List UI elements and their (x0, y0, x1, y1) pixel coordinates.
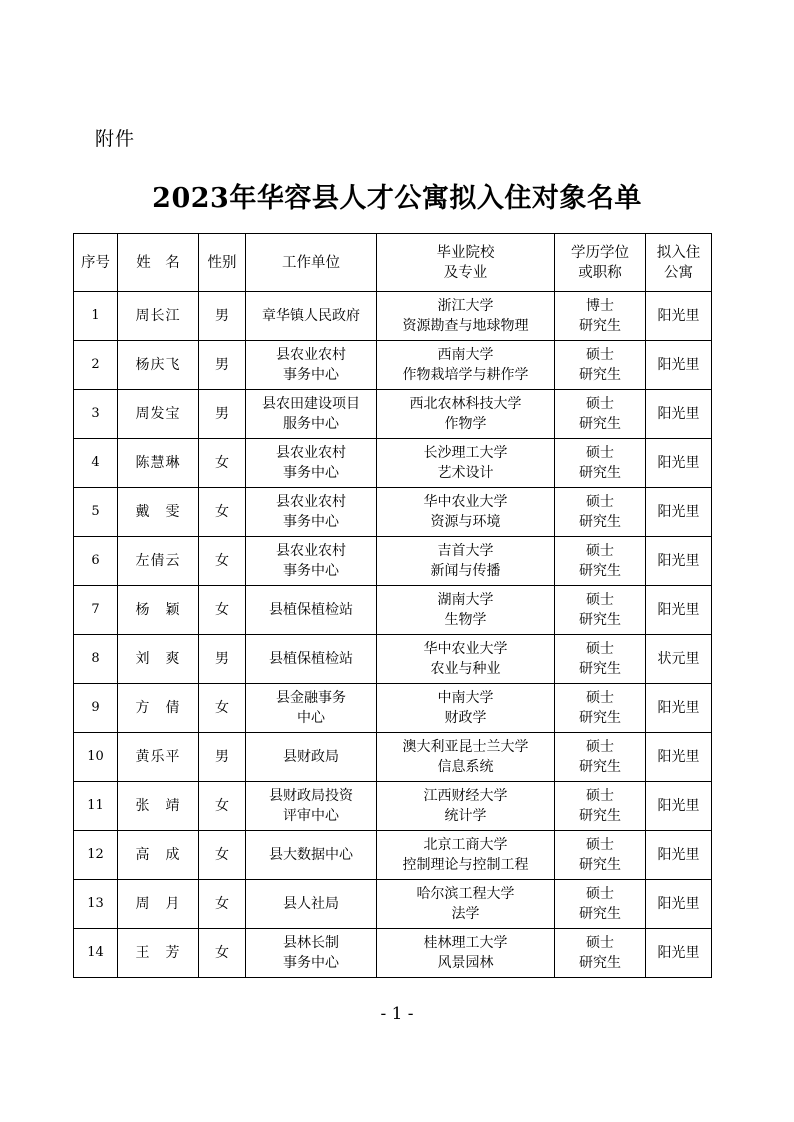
header-apartment-line1: 拟入住 (656, 244, 701, 261)
row-school (377, 831, 555, 880)
row-degree-line2: 研究生 (579, 857, 621, 873)
row-degree (555, 880, 646, 929)
row-name: 杨庆飞 (118, 341, 199, 390)
table-row (74, 782, 712, 831)
row-work-unit-line1: 县林长制 (283, 935, 339, 951)
row-name: 左倩云 (118, 537, 199, 586)
row-work-unit-line2: 评审中心 (283, 808, 339, 824)
row-work-unit-line2: 事务中心 (283, 563, 339, 579)
row-school (377, 341, 555, 390)
row-work-unit (246, 488, 377, 537)
table-row (74, 341, 712, 390)
row-major: 法学 (451, 906, 480, 922)
row-gender: 女 (199, 488, 246, 537)
header-school-line1: 毕业院校 (436, 244, 495, 261)
row-school (377, 390, 555, 439)
row-index: 2 (74, 341, 118, 390)
row-work-unit (246, 439, 377, 488)
table-row (74, 635, 712, 684)
row-degree (555, 390, 646, 439)
row-index: 12 (74, 831, 118, 880)
row-gender: 男 (199, 733, 246, 782)
row-school-name: 桂林理工大学 (423, 935, 508, 951)
table-row (74, 439, 712, 488)
row-index: 8 (74, 635, 118, 684)
table-row (74, 831, 712, 880)
row-work-unit (246, 586, 377, 635)
table-row (74, 292, 712, 341)
row-degree-line2: 研究生 (579, 465, 621, 481)
row-apartment: 阳光里 (646, 341, 712, 390)
row-major: 统计学 (444, 808, 487, 824)
row-school (377, 782, 555, 831)
row-school-name: 长沙理工大学 (423, 445, 508, 461)
row-work-unit-line1: 县农田建设项目 (262, 396, 360, 412)
row-work-unit (246, 390, 377, 439)
row-degree-line1: 硕士 (586, 347, 614, 363)
row-apartment: 阳光里 (646, 831, 712, 880)
roster-table (73, 233, 712, 978)
row-name: 张 靖 (118, 782, 199, 831)
row-school (377, 439, 555, 488)
row-name: 刘 爽 (118, 635, 199, 684)
row-degree-line2: 研究生 (579, 759, 621, 775)
row-degree (555, 341, 646, 390)
row-index: 3 (74, 390, 118, 439)
row-apartment: 阳光里 (646, 537, 712, 586)
row-degree-line1: 硕士 (586, 886, 614, 902)
row-school-name: 西南大学 (437, 347, 494, 363)
row-degree (555, 488, 646, 537)
row-apartment: 阳光里 (646, 439, 712, 488)
row-apartment: 阳光里 (646, 390, 712, 439)
row-work-unit-line2: 事务中心 (283, 465, 339, 481)
row-name: 高 成 (118, 831, 199, 880)
table-row (74, 880, 712, 929)
row-major: 生物学 (444, 612, 487, 628)
row-degree-line1: 博士 (586, 298, 614, 314)
row-work-unit (246, 831, 377, 880)
row-degree (555, 929, 646, 978)
row-gender: 男 (199, 390, 246, 439)
row-gender: 女 (199, 782, 246, 831)
row-school (377, 880, 555, 929)
row-work-unit (246, 782, 377, 831)
row-name: 戴 雯 (118, 488, 199, 537)
row-index: 4 (74, 439, 118, 488)
row-school (377, 733, 555, 782)
row-degree-line2: 研究生 (579, 808, 621, 824)
row-apartment: 阳光里 (646, 929, 712, 978)
row-degree-line1: 硕士 (586, 837, 614, 853)
row-gender: 男 (199, 292, 246, 341)
row-school (377, 635, 555, 684)
row-index: 7 (74, 586, 118, 635)
row-degree-line2: 研究生 (579, 416, 621, 432)
table-row (74, 488, 712, 537)
row-work-unit-line2: 事务中心 (283, 514, 339, 530)
row-name: 周长江 (118, 292, 199, 341)
row-work-unit-line1: 县植保植检站 (269, 602, 353, 618)
table-row (74, 684, 712, 733)
row-major: 风景园林 (437, 955, 494, 971)
row-major: 控制理论与控制工程 (402, 857, 529, 873)
header-index: 序号 (74, 234, 118, 292)
table-header-row (74, 234, 712, 292)
row-degree-line2: 研究生 (579, 710, 621, 726)
row-degree-line2: 研究生 (579, 367, 621, 383)
header-degree-line1: 学历学位 (571, 244, 629, 261)
table-row (74, 537, 712, 586)
table-body (74, 292, 712, 978)
row-degree-line1: 硕士 (586, 494, 614, 510)
row-work-unit-line1: 县大数据中心 (269, 847, 353, 863)
row-work-unit-line1: 县农业农村 (276, 543, 346, 559)
row-school (377, 537, 555, 586)
row-name: 黄乐平 (118, 733, 199, 782)
row-degree-line1: 硕士 (586, 641, 614, 657)
row-work-unit (246, 684, 377, 733)
row-school-name: 北京工商大学 (423, 837, 508, 853)
row-degree-line1: 硕士 (586, 935, 614, 951)
row-school-name: 湖南大学 (437, 592, 494, 608)
row-school-name: 西北农林科技大学 (409, 396, 522, 412)
attachment-label: 附件 (95, 128, 136, 150)
row-major: 农业与种业 (430, 661, 501, 677)
row-school-name: 澳大利亚昆士兰大学 (402, 739, 529, 755)
row-gender: 女 (199, 880, 246, 929)
row-school-name: 华中农业大学 (423, 641, 508, 657)
row-name: 王 芳 (118, 929, 199, 978)
row-degree-line2: 研究生 (579, 318, 621, 334)
row-major: 信息系统 (437, 759, 494, 775)
row-apartment: 阳光里 (646, 586, 712, 635)
row-index: 13 (74, 880, 118, 929)
row-apartment: 状元里 (646, 635, 712, 684)
row-index: 9 (74, 684, 118, 733)
row-major: 资源与环境 (430, 514, 501, 530)
row-degree-line1: 硕士 (586, 445, 614, 461)
row-school-name: 吉首大学 (437, 543, 494, 559)
row-degree-line1: 硕士 (586, 788, 614, 804)
row-index: 6 (74, 537, 118, 586)
row-degree (555, 684, 646, 733)
row-work-unit-line1: 县农业农村 (276, 445, 346, 461)
row-work-unit-line1: 县财政局投资 (269, 788, 353, 804)
row-school (377, 488, 555, 537)
row-degree-line2: 研究生 (579, 906, 621, 922)
row-degree (555, 831, 646, 880)
row-school (377, 586, 555, 635)
header-gender: 性别 (199, 234, 246, 292)
row-name: 杨 颖 (118, 586, 199, 635)
row-degree-line2: 研究生 (579, 563, 621, 579)
row-work-unit (246, 537, 377, 586)
row-school-name: 江西财经大学 (423, 788, 508, 804)
row-degree (555, 439, 646, 488)
row-name: 方 倩 (118, 684, 199, 733)
row-name: 周 月 (118, 880, 199, 929)
row-name: 周发宝 (118, 390, 199, 439)
row-index: 14 (74, 929, 118, 978)
row-school-name: 中南大学 (437, 690, 494, 706)
row-work-unit (246, 635, 377, 684)
row-work-unit (246, 880, 377, 929)
row-gender: 女 (199, 684, 246, 733)
row-degree-line1: 硕士 (586, 739, 614, 755)
row-degree-line2: 研究生 (579, 612, 621, 628)
row-apartment: 阳光里 (646, 782, 712, 831)
row-gender: 女 (199, 831, 246, 880)
row-work-unit (246, 733, 377, 782)
row-apartment: 阳光里 (646, 684, 712, 733)
row-degree-line1: 硕士 (586, 690, 614, 706)
header-school (377, 234, 555, 292)
row-apartment: 阳光里 (646, 733, 712, 782)
row-school (377, 292, 555, 341)
table-row (74, 586, 712, 635)
row-school-name: 哈尔滨工程大学 (416, 886, 515, 902)
row-work-unit (246, 929, 377, 978)
header-degree (555, 234, 646, 292)
row-work-unit-line1: 县财政局 (283, 749, 339, 765)
header-degree-line2: 或职称 (578, 264, 622, 281)
row-degree (555, 782, 646, 831)
row-major: 新闻与传播 (430, 563, 501, 579)
row-work-unit-line1: 章华镇人民政府 (262, 308, 360, 324)
row-gender: 女 (199, 586, 246, 635)
table-row (74, 929, 712, 978)
header-school-line2: 及专业 (443, 264, 488, 281)
row-apartment: 阳光里 (646, 292, 712, 341)
row-degree (555, 586, 646, 635)
row-work-unit-line1: 县农业农村 (276, 494, 346, 510)
row-work-unit-line1: 县植保植检站 (269, 651, 353, 667)
row-major: 艺术设计 (437, 465, 494, 481)
row-degree-line1: 硕士 (586, 543, 614, 559)
table-row (74, 390, 712, 439)
row-apartment: 阳光里 (646, 488, 712, 537)
header-work-unit: 工作单位 (246, 234, 377, 292)
row-gender: 男 (199, 341, 246, 390)
row-work-unit (246, 341, 377, 390)
row-work-unit-line2: 服务中心 (283, 416, 339, 432)
header-name: 姓 名 (118, 234, 199, 292)
row-degree (555, 635, 646, 684)
row-index: 1 (74, 292, 118, 341)
row-degree-line2: 研究生 (579, 661, 621, 677)
header-apartment (646, 234, 712, 292)
row-gender: 女 (199, 537, 246, 586)
row-school-name: 浙江大学 (437, 298, 494, 314)
document-title: 2023年华容县人才公寓拟入住对象名单 (152, 183, 642, 214)
row-degree (555, 537, 646, 586)
row-apartment: 阳光里 (646, 880, 712, 929)
row-major: 资源勘查与地球物理 (402, 318, 529, 334)
row-degree-line2: 研究生 (579, 955, 621, 971)
row-gender: 男 (199, 635, 246, 684)
header-apartment-line2: 公寓 (664, 264, 693, 281)
row-work-unit-line1: 县金融事务 (276, 690, 346, 706)
row-school (377, 929, 555, 978)
row-degree (555, 733, 646, 782)
row-major: 作物学 (444, 416, 487, 432)
row-school (377, 684, 555, 733)
row-index: 10 (74, 733, 118, 782)
table-row (74, 733, 712, 782)
row-name: 陈慧琳 (118, 439, 199, 488)
row-index: 5 (74, 488, 118, 537)
row-degree (555, 292, 646, 341)
row-gender: 女 (199, 929, 246, 978)
row-work-unit-line2: 事务中心 (283, 367, 339, 383)
row-work-unit-line1: 县人社局 (283, 896, 339, 912)
row-work-unit-line2: 中心 (297, 710, 325, 726)
row-major: 财政学 (444, 710, 487, 726)
row-gender: 女 (199, 439, 246, 488)
row-work-unit-line2: 事务中心 (283, 955, 339, 971)
row-work-unit-line1: 县农业农村 (276, 347, 346, 363)
page-number: - 1 - (380, 1004, 414, 1024)
row-degree-line1: 硕士 (586, 592, 614, 608)
row-index: 11 (74, 782, 118, 831)
row-work-unit (246, 292, 377, 341)
row-school-name: 华中农业大学 (423, 494, 508, 510)
row-degree-line2: 研究生 (579, 514, 621, 530)
row-major: 作物栽培学与耕作学 (402, 367, 529, 383)
row-degree-line1: 硕士 (586, 396, 614, 412)
